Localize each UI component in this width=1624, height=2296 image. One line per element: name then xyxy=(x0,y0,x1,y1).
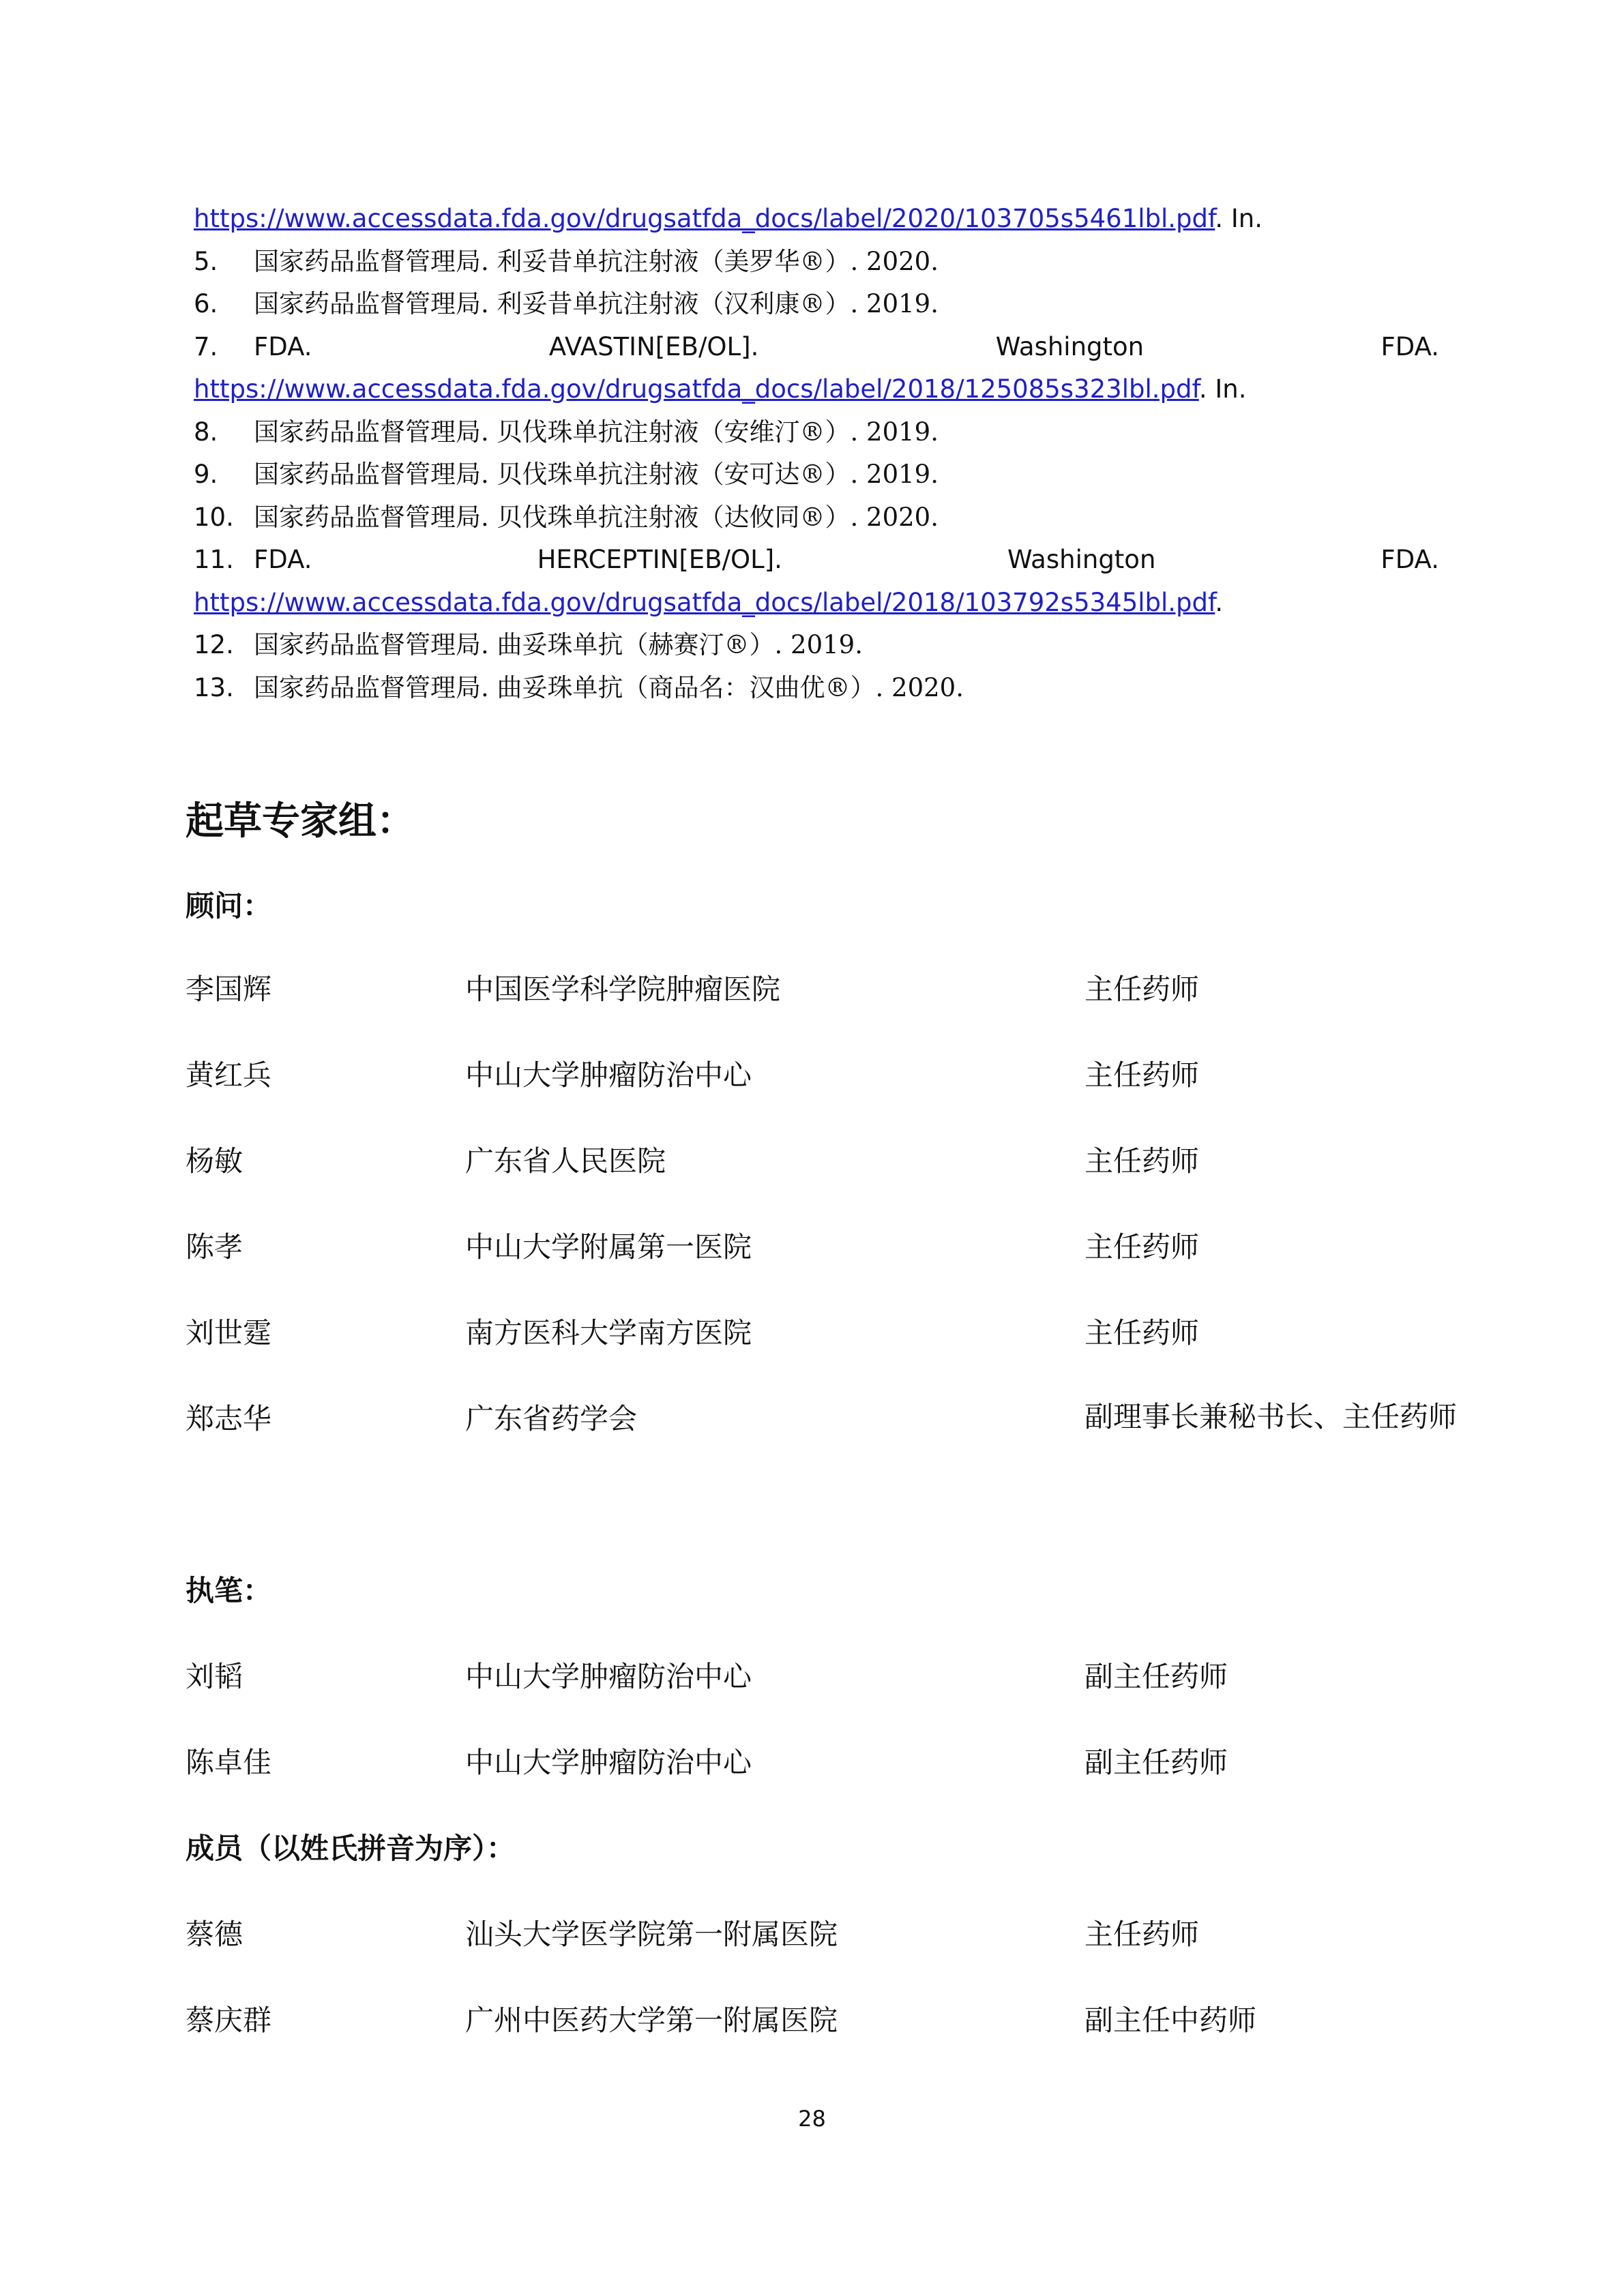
reference-text: 国家药品监督管理局. 曲妥珠单抗（商品名：汉曲优®）. 2020. xyxy=(254,672,964,702)
expert-institution: 广东省人民医院 xyxy=(465,1144,666,1178)
expert-institution: 中国医学科学院肿瘤医院 xyxy=(465,972,781,1006)
member-row xyxy=(186,1998,1447,2039)
expert-institution: 广东省药学会 xyxy=(465,1402,638,1435)
reference-number: 11. xyxy=(194,545,234,574)
expert-name: 李国辉 xyxy=(186,972,272,1006)
reference-number: 6. xyxy=(194,289,218,318)
member-row xyxy=(186,1912,1447,1953)
reference-suffix: . In. xyxy=(1215,204,1263,233)
expert-title: 主任药师 xyxy=(1084,1316,1200,1350)
reference-continuation xyxy=(194,198,1439,241)
reference-part: FDA. xyxy=(1381,331,1439,361)
reference-item xyxy=(194,283,1439,326)
expert-institution: 中山大学肿瘤防治中心 xyxy=(465,1660,752,1693)
reference-item xyxy=(194,241,1439,284)
reference-item xyxy=(194,539,1439,582)
expert-institution: 中山大学肿瘤防治中心 xyxy=(465,1058,752,1092)
reference-link[interactable]: https://www.accessdata.fda.gov/drugsatfda_docs/label/2020/103705s5461lbl.pdf xyxy=(194,204,1215,233)
page-number: 28 xyxy=(798,2106,826,2132)
reference-part: FDA. xyxy=(1381,545,1439,574)
expert-institution: 中山大学附属第一医院 xyxy=(465,1230,752,1264)
reference-number: 8. xyxy=(194,417,218,447)
expert-name: 陈卓佳 xyxy=(186,1746,272,1779)
reference-continuation xyxy=(194,582,1439,625)
reference-part: FDA. xyxy=(254,331,312,361)
advisor-row xyxy=(186,1397,1458,1437)
writer-row xyxy=(186,1740,1447,1781)
writers-heading: 执笔： xyxy=(186,1574,272,1607)
reference-text: 国家药品监督管理局. 利妥昔单抗注射液（汉利康®）. 2019. xyxy=(254,289,939,318)
reference-link[interactable]: https://www.accessdata.fda.gov/drugsatfda_docs/label/2018/103792s5345lbl.pdf xyxy=(194,587,1215,617)
reference-item xyxy=(194,667,1439,710)
reference-part: Washington xyxy=(1007,545,1156,574)
expert-name: 黄红兵 xyxy=(186,1058,272,1092)
expert-institution: 南方医科大学南方医院 xyxy=(465,1316,752,1350)
expert-title: 主任药师 xyxy=(1084,1230,1200,1264)
expert-title: 副理事长兼秘书长、主任药师 xyxy=(1084,1400,1458,1433)
reference-number: 5. xyxy=(194,246,218,276)
members-heading: 成员（以姓氏拼音为序）： xyxy=(186,1832,516,1865)
expert-name: 陈孝 xyxy=(186,1230,243,1264)
reference-text xyxy=(254,539,1439,582)
reference-suffix: . xyxy=(1215,587,1224,617)
reference-number: 10. xyxy=(194,502,234,532)
expert-title: 副主任中药师 xyxy=(1084,2003,1257,2037)
advisor-row xyxy=(186,1225,1447,1266)
reference-suffix: . In. xyxy=(1198,374,1247,404)
reference-text: 国家药品监督管理局. 贝伐珠单抗注射液（达攸同®）. 2020. xyxy=(254,502,939,532)
reference-continuation xyxy=(194,368,1439,411)
reference-text: 国家药品监督管理局. 贝伐珠单抗注射液（安可达®）. 2019. xyxy=(254,460,939,489)
references-list xyxy=(194,198,1439,709)
expert-group-heading: 起草专家组： xyxy=(186,799,415,844)
reference-item xyxy=(194,326,1439,369)
advisors-heading: 顾问： xyxy=(186,889,272,923)
advisor-row xyxy=(186,1311,1447,1352)
expert-title: 副主任药师 xyxy=(1084,1746,1228,1779)
advisor-row xyxy=(186,967,1447,1008)
writer-row xyxy=(186,1654,1447,1695)
reference-number: 13. xyxy=(194,672,234,702)
expert-title: 主任药师 xyxy=(1084,972,1200,1006)
reference-part: AVASTIN[EB/OL]. xyxy=(548,331,759,361)
reference-part: FDA. xyxy=(254,545,312,574)
reference-number: 9. xyxy=(194,460,218,489)
expert-institution: 中山大学肿瘤防治中心 xyxy=(465,1746,752,1779)
expert-title: 副主任药师 xyxy=(1084,1660,1228,1693)
reference-link[interactable]: https://www.accessdata.fda.gov/drugsatfda_docs/label/2018/125085s323lbl.pdf xyxy=(194,374,1199,404)
expert-institution: 广州中医药大学第一附属医院 xyxy=(465,2003,838,2037)
expert-institution: 汕头大学医学院第一附属医院 xyxy=(465,1918,838,1951)
expert-name: 蔡德 xyxy=(186,1918,243,1951)
reference-number: 12. xyxy=(194,630,234,659)
reference-text: 国家药品监督管理局. 曲妥珠单抗（赫赛汀®）. 2019. xyxy=(254,630,863,659)
reference-part: HERCEPTIN[EB/OL]. xyxy=(537,545,782,574)
reference-item xyxy=(194,453,1439,496)
advisor-row xyxy=(186,1139,1447,1180)
advisor-row xyxy=(186,1053,1447,1094)
expert-title: 主任药师 xyxy=(1084,1918,1200,1951)
reference-number: 7. xyxy=(194,331,218,361)
expert-name: 蔡庆群 xyxy=(186,2003,272,2037)
expert-name: 刘韬 xyxy=(186,1660,243,1693)
reference-text xyxy=(254,326,1439,369)
reference-item xyxy=(194,624,1439,667)
reference-item xyxy=(194,496,1439,539)
expert-name: 郑志华 xyxy=(186,1402,272,1435)
reference-item xyxy=(194,411,1439,454)
expert-title: 主任药师 xyxy=(1084,1144,1200,1178)
expert-name: 刘世霆 xyxy=(186,1316,272,1350)
reference-part: Washington xyxy=(995,331,1145,361)
reference-text: 国家药品监督管理局. 利妥昔单抗注射液（美罗华®）. 2020. xyxy=(254,246,939,276)
expert-title: 主任药师 xyxy=(1084,1058,1200,1092)
expert-name: 杨敏 xyxy=(186,1144,243,1178)
reference-text: 国家药品监督管理局. 贝伐珠单抗注射液（安维汀®）. 2019. xyxy=(254,417,939,447)
